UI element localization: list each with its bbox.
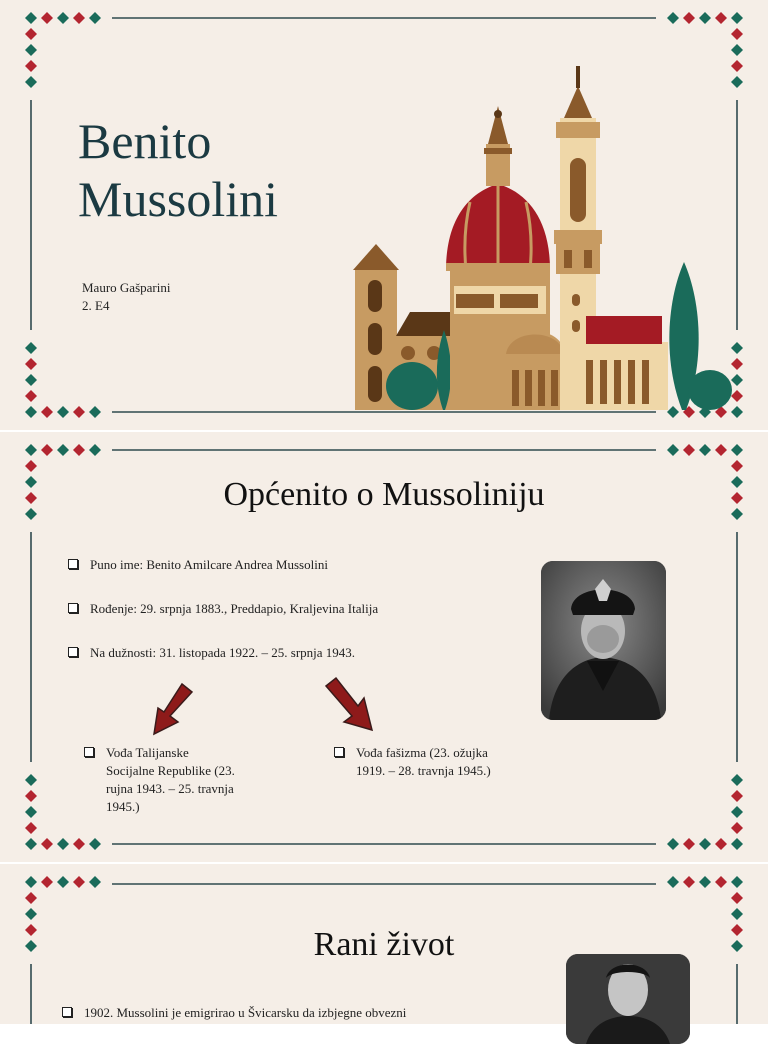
diamond-ornament-icon [25, 44, 37, 56]
diamond-ornament-icon [25, 12, 37, 24]
bullet-box-icon [68, 603, 78, 613]
diamond-ornament-icon [25, 390, 37, 402]
diamond-ornament-icon [73, 444, 85, 456]
diamond-ornament-icon [57, 406, 69, 418]
diamond-ornament-icon [25, 406, 37, 418]
presentation-title: Benito Mussolini [78, 113, 279, 227]
diamond-ornament-icon [731, 28, 743, 40]
diamond-ornament-icon [715, 444, 727, 456]
author-block [82, 279, 170, 315]
diamond-ornament-icon [731, 838, 743, 850]
diamond-ornament-icon [731, 908, 743, 920]
diamond-ornament-icon [731, 460, 743, 472]
diamond-ornament-icon [73, 876, 85, 888]
diamond-ornament-icon [699, 838, 711, 850]
diamond-ornament-icon [731, 774, 743, 786]
diamond-ornament-icon [89, 406, 101, 418]
diamond-ornament-icon [57, 444, 69, 456]
author-class: 2. E4 [82, 298, 110, 313]
diamond-ornament-icon [25, 28, 37, 40]
bullet-box-icon [68, 559, 78, 569]
diamond-ornament-icon [25, 806, 37, 818]
diamond-ornament-icon [667, 838, 679, 850]
author-name: Mauro Gašparini [82, 280, 171, 295]
diamond-ornament-icon [57, 876, 69, 888]
sub-list-item: Vođa Talijanske Socijalne Republike (23. rujna 1943. – 25. travnja 1945.) [84, 744, 274, 816]
slide-title-early-life: Rani život [313, 926, 455, 963]
sub-list-item: Vođa fašizma (23. ožujka 1919. – 28. travnja 1945.) [334, 744, 534, 780]
diamond-ornament-icon [25, 358, 37, 370]
diamond-ornament-icon [683, 876, 695, 888]
list-item: Puno ime: Benito Amilcare Andrea Mussolini [68, 556, 328, 574]
list-item: Na dužnosti: 31. listopada 1922. – 25. srpnja 1943. [68, 644, 355, 662]
diamond-ornament-icon [731, 44, 743, 56]
diamond-ornament-icon [25, 460, 37, 472]
portrait-photo [541, 561, 666, 720]
diamond-ornament-icon [683, 12, 695, 24]
slide-title-general: Općenito o Mussoliniju [223, 476, 545, 513]
diamond-ornament-icon [699, 12, 711, 24]
diamond-ornament-icon [25, 908, 37, 920]
diamond-ornament-icon [731, 12, 743, 24]
diamond-ornament-icon [25, 76, 37, 88]
diamond-ornament-icon [731, 876, 743, 888]
diamond-ornament-icon [25, 892, 37, 904]
diamond-ornament-icon [25, 60, 37, 72]
diamond-ornament-icon [89, 876, 101, 888]
diamond-ornament-icon [73, 406, 85, 418]
diamond-ornament-icon [699, 444, 711, 456]
diamond-ornament-icon [25, 774, 37, 786]
diamond-ornament-icon [25, 342, 37, 354]
diamond-ornament-icon [731, 790, 743, 802]
diamond-ornament-icon [667, 12, 679, 24]
diamond-ornament-icon [25, 790, 37, 802]
diamond-ornament-icon [25, 838, 37, 850]
bullet-box-icon [334, 747, 344, 757]
diamond-ornament-icon [667, 444, 679, 456]
diamond-ornament-icon [715, 838, 727, 850]
diamond-ornament-icon [41, 12, 53, 24]
diamond-ornament-icon [89, 12, 101, 24]
arrow-down-left-icon [148, 682, 196, 738]
bullet-box-icon [62, 1007, 72, 1017]
bullet-box-icon [84, 747, 94, 757]
diamond-ornament-icon [667, 876, 679, 888]
diamond-ornament-icon [699, 876, 711, 888]
slide-title [0, 0, 768, 430]
diamond-ornament-icon [73, 838, 85, 850]
diamond-ornament-icon [731, 892, 743, 904]
diamond-ornament-icon [25, 374, 37, 386]
bullet-box-icon [68, 647, 78, 657]
list-item: Rođenje: 29. srpnja 1883., Preddapio, Kraljevina Italija [68, 600, 378, 618]
diamond-ornament-icon [41, 406, 53, 418]
diamond-ornament-icon [41, 876, 53, 888]
diamond-ornament-icon [41, 838, 53, 850]
portrait-photo-young [566, 954, 690, 1044]
diamond-ornament-icon [25, 876, 37, 888]
diamond-ornament-icon [731, 444, 743, 456]
diamond-ornament-icon [89, 838, 101, 850]
diamond-ornament-icon [57, 12, 69, 24]
diamond-ornament-icon [715, 12, 727, 24]
diamond-ornament-icon [683, 838, 695, 850]
diamond-ornament-icon [73, 12, 85, 24]
diamond-ornament-icon [25, 822, 37, 834]
diamond-ornament-icon [89, 444, 101, 456]
diamond-ornament-icon [731, 806, 743, 818]
florence-cathedral-illustration [350, 58, 740, 410]
diamond-ornament-icon [731, 822, 743, 834]
diamond-ornament-icon [715, 876, 727, 888]
diamond-ornament-icon [683, 444, 695, 456]
diamond-ornament-icon [41, 444, 53, 456]
arrow-down-right-icon [322, 676, 378, 736]
diamond-ornament-icon [25, 444, 37, 456]
diamond-ornament-icon [57, 838, 69, 850]
list-item: 1902. Mussolini je emigrirao u Švicarsku da izbjegne obvezni [62, 1004, 406, 1022]
